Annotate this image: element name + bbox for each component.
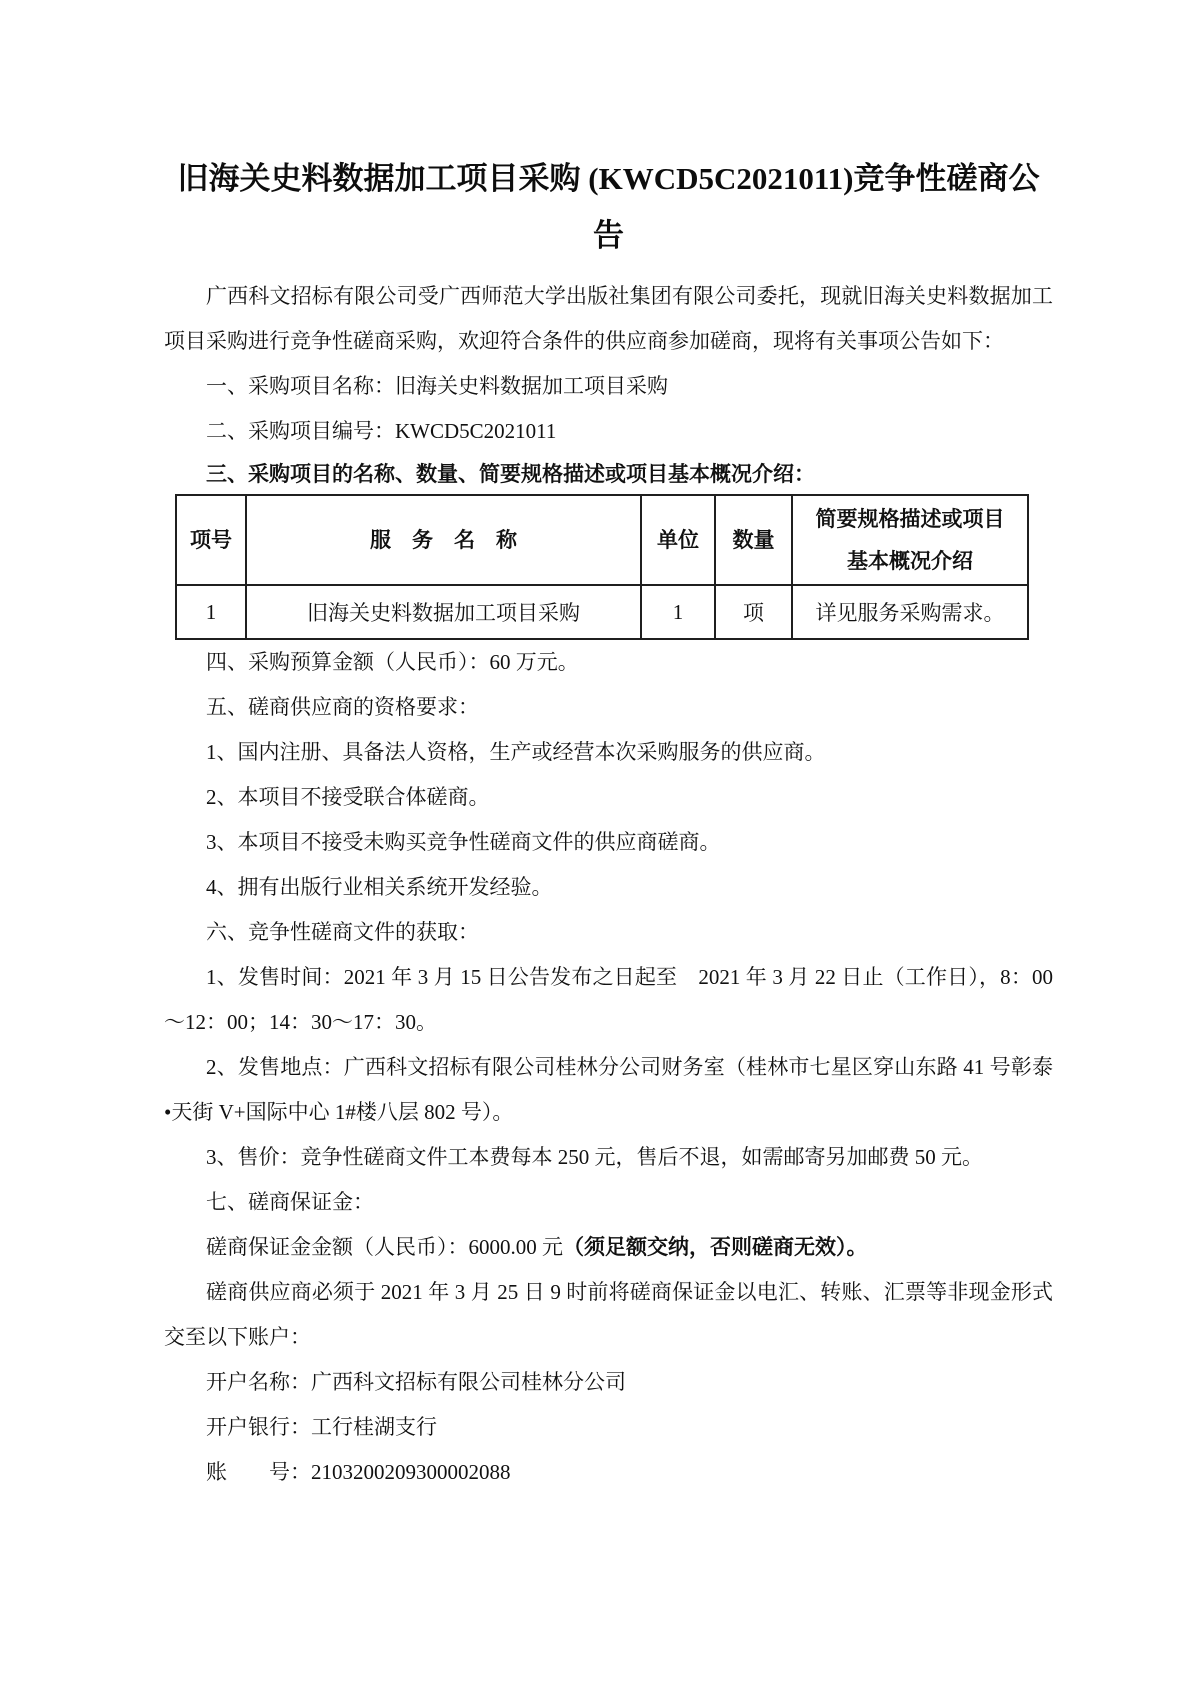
section-7-heading: 七、磋商保证金：	[206, 1190, 374, 1214]
account-number: 账 号：2103200209300002088	[206, 1460, 511, 1484]
section-5-item-4: 4、拥有出版行业相关系统开发经验。	[206, 875, 553, 899]
deposit-amount-warning: （须足额交纳，否则磋商无效）。	[563, 1235, 868, 1259]
section-1-project-name: 一、采购项目名称：旧海关史料数据加工项目采购	[206, 374, 668, 398]
section-6-item-3-price: 3、售价：竞争性磋商文件工本费每本 250 元，售后不退，如需邮寄另加邮费 50 元。	[206, 1145, 983, 1169]
header-unit: 单位	[641, 495, 715, 585]
section-7-deposit-amount	[164, 1225, 1053, 1270]
cell-quantity: 项	[715, 585, 792, 639]
section-5-item-1: 1、国内注册、具备法人资格，生产或经营本次采购服务的供应商。	[206, 740, 826, 764]
page-title-line2: 告	[593, 218, 624, 253]
section-2-project-number: 二、采购项目编号：KWCD5C2021011	[206, 419, 557, 443]
section-5-heading: 五、磋商供应商的资格要求：	[206, 695, 479, 719]
intro-paragraph: 广西科文招标有限公司受广西师范大学出版社集团有限公司委托，现就旧海关史料数据加工项目采购进行竞争性磋商采购，欢迎符合条件的供应商参加磋商，现将有关事项公告如下：	[164, 284, 1053, 353]
section-6-item-2-sale-place: 2、发售地点：广西科文招标有限公司桂林分公司财务室（桂林市七星区穿山东路 41 号彰泰•天街 V+国际中心 1#楼八层 802 号）。	[164, 1055, 1053, 1124]
section-5-item-2: 2、本项目不接受联合体磋商。	[206, 785, 490, 809]
cell-service-name: 旧海关史料数据加工项目采购	[246, 585, 641, 639]
account-name: 开户名称：广西科文招标有限公司桂林分公司	[206, 1370, 626, 1394]
header-service-name: 服 务 名 称	[246, 495, 641, 585]
cell-unit: 1	[641, 585, 715, 639]
procurement-items-table	[175, 494, 1029, 640]
cell-item-number: 1	[176, 585, 246, 639]
header-quantity: 数量	[715, 495, 792, 585]
header-item-number: 项号	[176, 495, 246, 585]
table-header-row	[176, 495, 1028, 585]
page-title	[164, 150, 1053, 264]
cell-description: 详见服务采购需求。	[792, 585, 1028, 639]
account-bank: 开户银行：工行桂湖支行	[206, 1415, 437, 1439]
deposit-amount-text: 磋商保证金金额（人民币）：6000.00 元	[206, 1235, 563, 1259]
section-4-budget: 四、采购预算金额（人民币）：60 万元。	[206, 650, 579, 674]
header-description-line1: 简要规格描述或项目	[815, 507, 1005, 531]
header-description-line2: 基本概况介绍	[847, 549, 973, 573]
section-3-heading: 三、采购项目的名称、数量、简要规格描述或项目基本概况介绍：	[206, 462, 815, 486]
section-7-deposit-deadline: 磋商供应商必须于 2021 年 3 月 25 日 9 时前将磋商保证金以电汇、转账、汇票等非现金形式交至以下账户：	[164, 1280, 1053, 1349]
table-row	[176, 585, 1028, 639]
section-5-item-3: 3、本项目不接受未购买竞争性磋商文件的供应商磋商。	[206, 830, 721, 854]
section-6-item-1-sale-time: 1、发售时间：2021 年 3 月 15 日公告发布之日起至 2021 年 3 月 22 日止（工作日），8：00～12：00；14：30～17：30。	[164, 965, 1053, 1034]
section-6-heading: 六、竞争性磋商文件的获取：	[206, 920, 479, 944]
page-title-line1: 旧海关史料数据加工项目采购 (KWCD5C2021011)竞争性磋商公	[177, 161, 1040, 196]
header-description	[792, 495, 1028, 585]
